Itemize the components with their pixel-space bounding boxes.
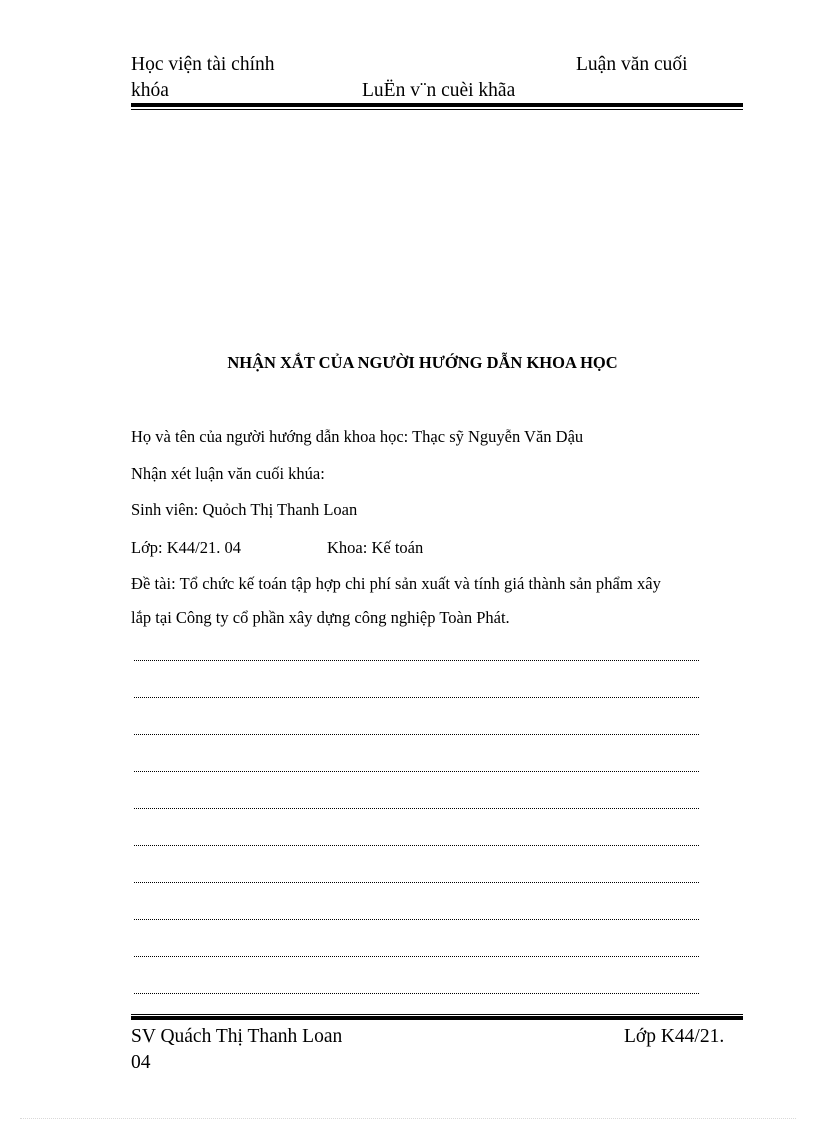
footer-student: SV Quách Thị Thanh Loan <box>131 1026 343 1047</box>
header-rule-thin <box>131 109 743 110</box>
comment-line <box>134 845 699 846</box>
review-line: Nhận xét luận văn cuối khúa: <box>131 464 325 483</box>
comment-line <box>134 956 699 957</box>
comment-line <box>134 919 699 920</box>
footer-rule-thin <box>131 1014 743 1015</box>
comment-line <box>134 808 699 809</box>
footer-class-suffix: 04 <box>131 1052 151 1073</box>
topic-line-1: Đề tài: Tổ chức kế toán tập hợp chi phí sản xuất và tính giá thành sản phẩm xây <box>131 574 661 593</box>
comment-line <box>134 993 699 994</box>
header-rule-thick <box>131 103 743 107</box>
comment-line <box>134 771 699 772</box>
comment-line <box>134 697 699 698</box>
student-line: Sinh viên: Quỏch Thị Thanh Loan <box>131 500 358 519</box>
header-thesis-label: Luận văn cuối <box>576 54 688 75</box>
header-institution: Học viện tài chính <box>131 54 275 75</box>
footer-rule-thick <box>131 1016 743 1020</box>
page-bottom-border <box>20 1118 796 1119</box>
header-garbled-title: LuËn v¨n cuèi khãa <box>362 80 516 101</box>
faculty-line: Khoa: Kế toán <box>327 538 424 557</box>
comment-line <box>134 660 699 661</box>
class-line: Lớp: K44/21. 04 <box>131 538 242 557</box>
page-title: NHẬN XẮT CỦA NGƯỜI HƯỚNG DẪN KHOA HỌC <box>227 353 618 372</box>
advisor-line: Họ và tên của người hướng dẫn khoa học: Thạc sỹ Nguyễn Văn Dậu <box>131 427 584 446</box>
header-khoa: khóa <box>131 80 169 101</box>
topic-line-2: lắp tại Công ty cổ phần xây dựng công nghiệp Toàn Phát. <box>131 608 510 627</box>
footer-class: Lớp K44/21. <box>624 1026 725 1047</box>
comment-line <box>134 882 699 883</box>
comment-line <box>134 734 699 735</box>
